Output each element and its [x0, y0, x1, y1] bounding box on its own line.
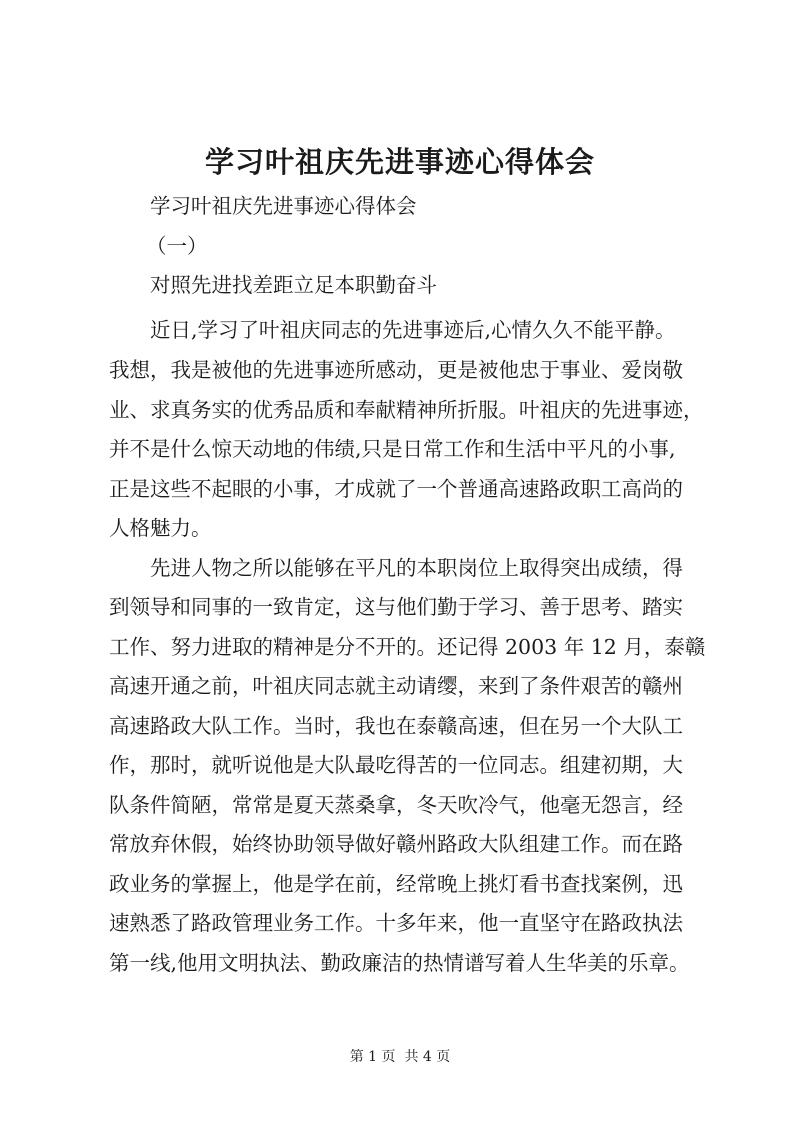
paragraph-line: 速熟悉了路政管理业务工作。十多年来，他一直坚守在路政执法	[109, 911, 683, 935]
section-heading: 对照先进找差距立足本职勤奋斗	[150, 273, 437, 297]
section-number: （一）	[146, 234, 208, 258]
paragraph-line: 常放弃休假，始终协助领导做好赣州路政大队组建工作。而在路	[109, 832, 683, 856]
paragraph-line: 正是这些不起眼的小事，才成就了一个普通高速路政职工高尚的	[109, 477, 683, 501]
page-footer: 第 1 页 共 4 页	[349, 1049, 451, 1065]
paragraph-line: 工作、努力进取的精神是分不开的。还记得 2003 年 12 月，泰赣	[109, 635, 706, 659]
paragraph-line: 高速路政大队工作。当时，我也在泰赣高速，但在另一个大队工	[109, 714, 683, 738]
paragraph-line: 高速开通之前，叶祖庆同志就主动请缨，来到了条件艰苦的赣州	[109, 674, 683, 698]
document-title: 学习叶祖庆先进事迹心得体会	[204, 145, 595, 179]
paragraph-line: 并不是什么惊天动地的伟绩,只是日常工作和生活中平凡的小事,	[109, 437, 676, 461]
paragraph-line: 我想，我是被他的先进事迹所感动，更是被他忠于事业、爱岗敬	[109, 358, 683, 382]
paragraph-line: 队条件简陋，常常是夏天蒸桑拿，冬天吹冷气，他毫无怨言，经	[109, 793, 683, 817]
paragraph-line: 先进人物之所以能够在平凡的本职岗位上取得突出成绩，得	[150, 556, 683, 580]
paragraph-line: 作，那时，就听说他是大队最吃得苦的一位同志。组建初期，大	[109, 753, 683, 777]
paragraph-line: 人格魅力。	[109, 516, 212, 540]
paragraph-line: 到领导和同事的一致肯定，这与他们勤于学习、善于思考、踏实	[109, 595, 683, 619]
subtitle: 学习叶祖庆先进事迹心得体会	[150, 194, 417, 218]
paragraph-line: 第一线,他用文明执法、勤政廉洁的热情谱写着人生华美的乐章。	[109, 951, 690, 975]
paragraph-line: 近日,学习了叶祖庆同志的先进事迹后,心情久久不能平静。	[150, 318, 676, 342]
paragraph-line: 政业务的掌握上，他是学在前，经常晚上挑灯看书查找案例，迅	[109, 872, 683, 896]
paragraph-line: 业、求真务实的优秀品质和奉献精神所折服。叶祖庆的先进事迹，	[109, 398, 704, 422]
